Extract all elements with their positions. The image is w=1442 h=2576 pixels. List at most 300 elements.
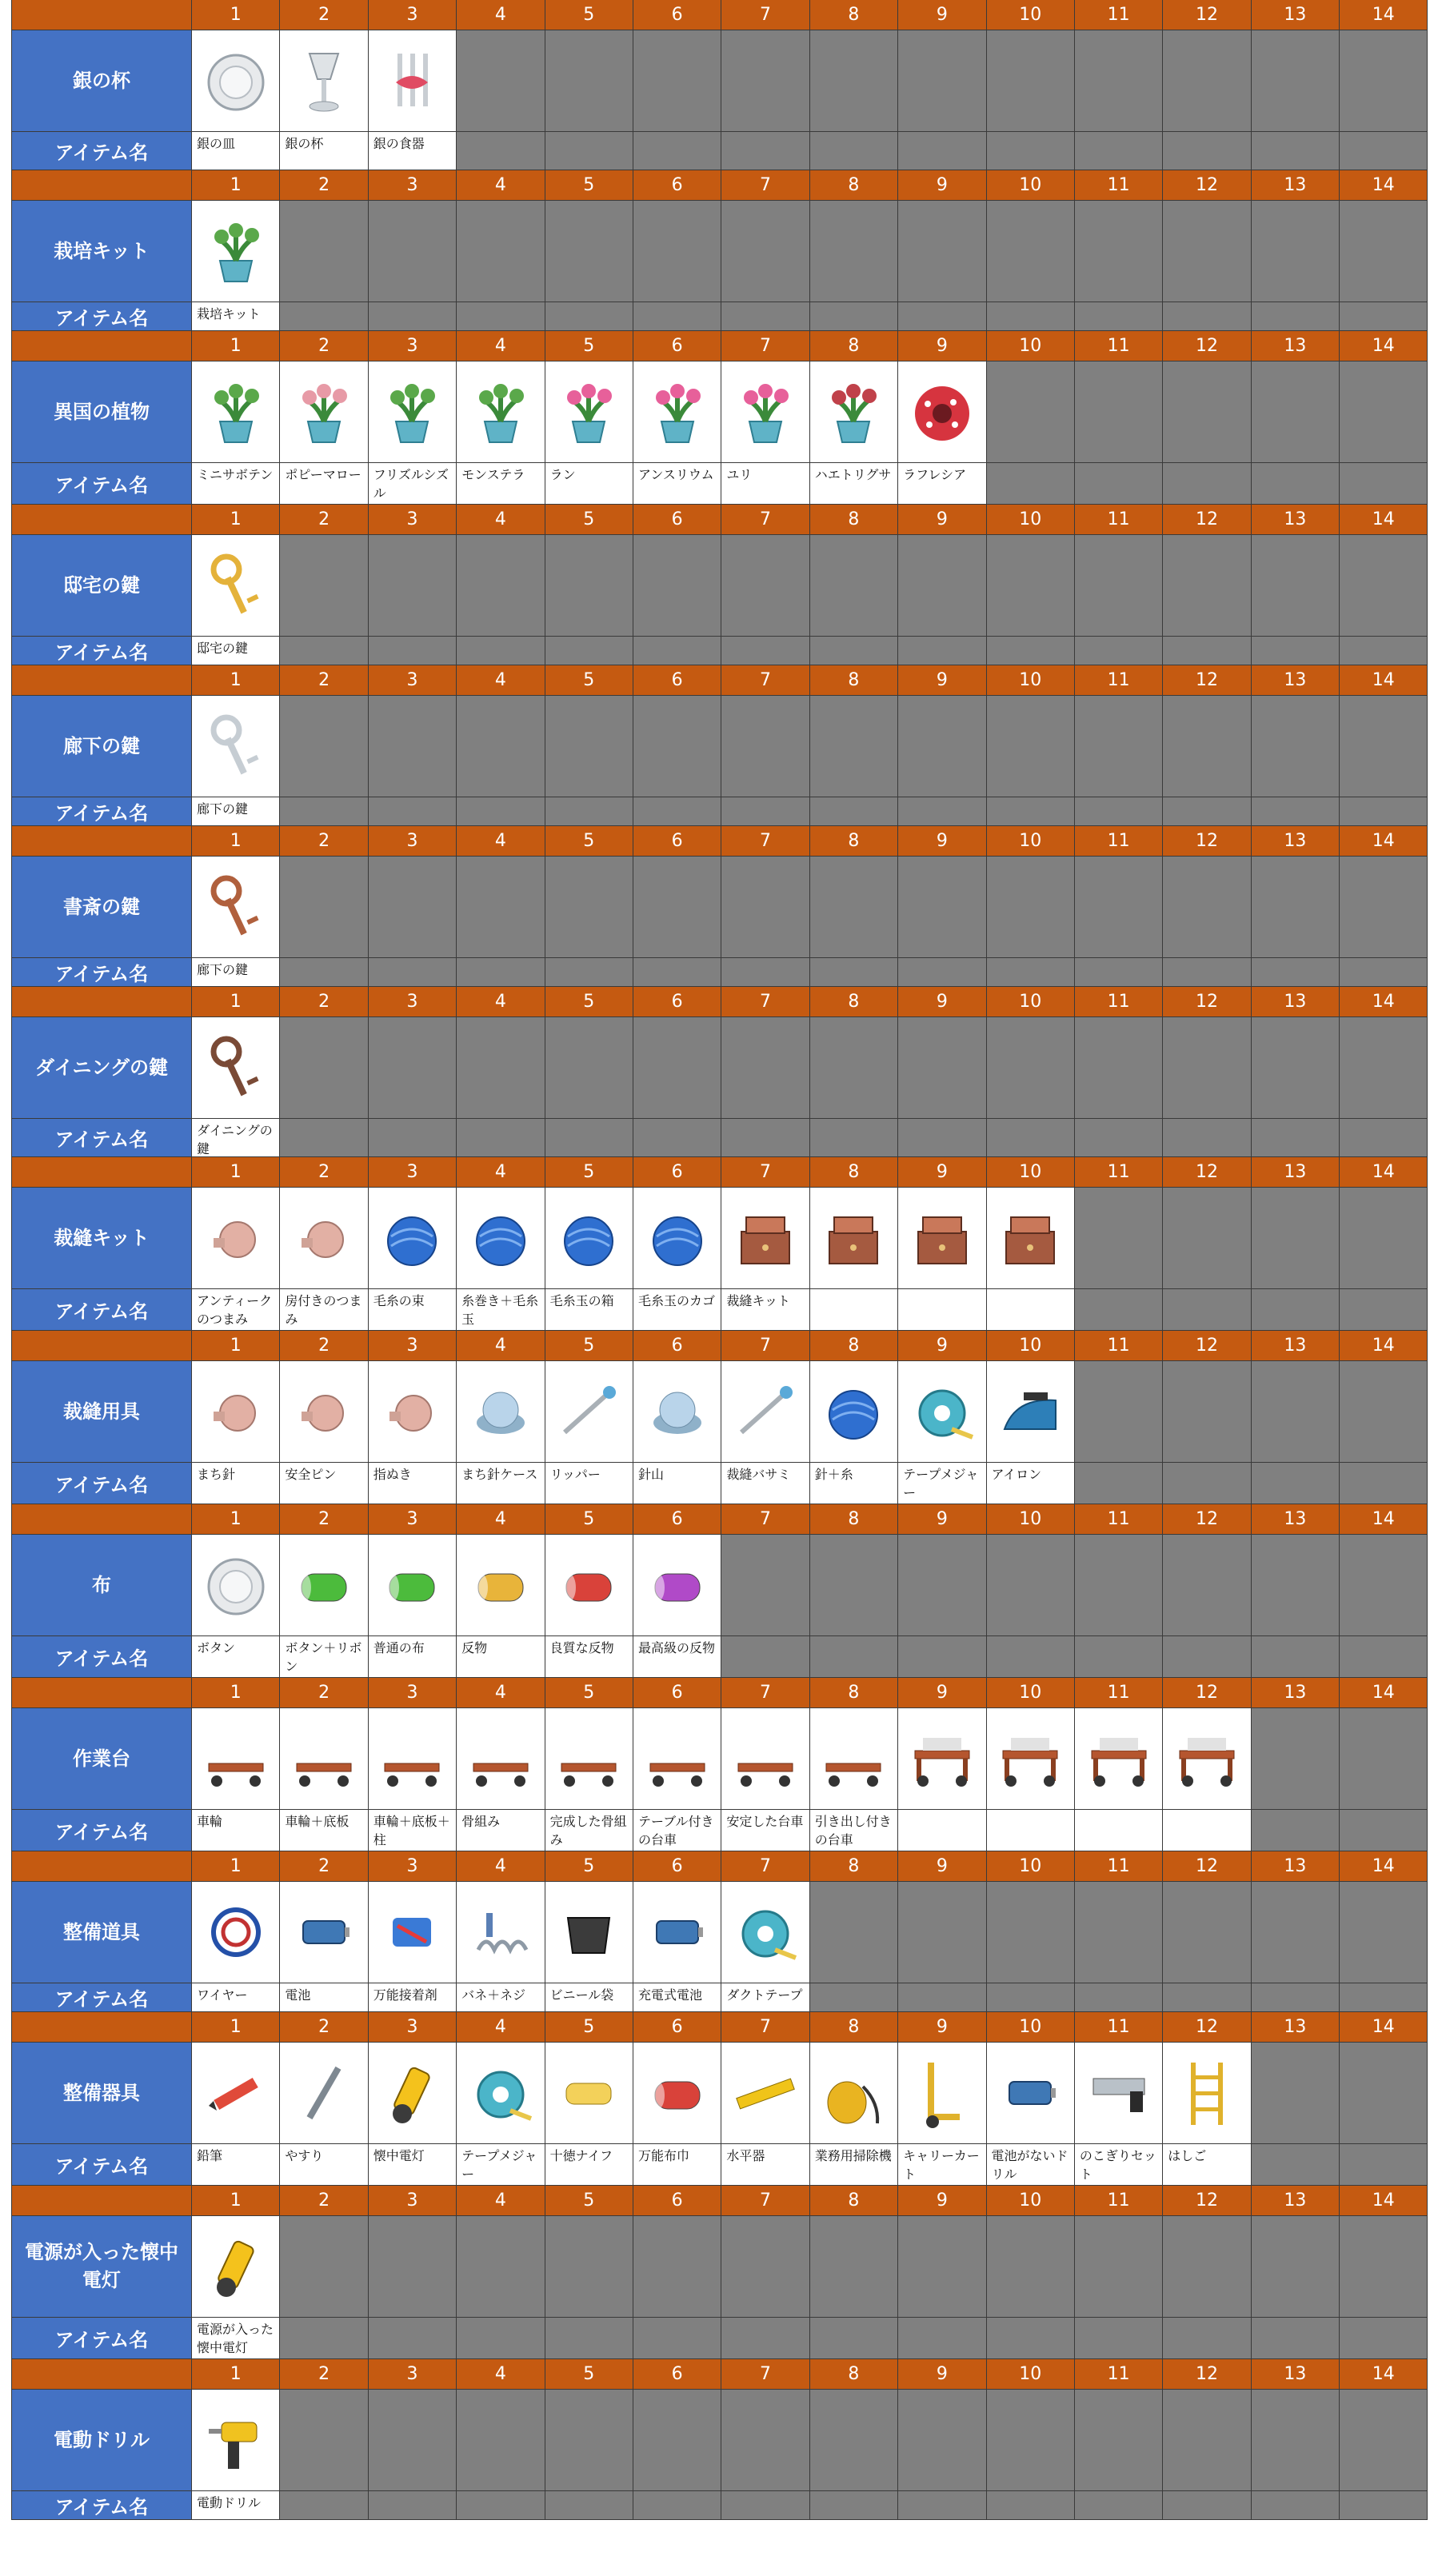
empty-cell [1163, 1882, 1251, 1983]
item-image-row [11, 30, 1428, 132]
item-name [810, 1289, 898, 1331]
item-name: 電池 [280, 1983, 368, 2012]
column-number: 6 [633, 1331, 721, 1361]
item-image-cell[interactable] [280, 30, 368, 132]
empty-cell [280, 302, 368, 331]
empty-cell [1075, 361, 1163, 463]
column-number-row [11, 170, 1428, 201]
yarn-basket-icon [639, 1200, 716, 1276]
spirit-level-icon [727, 2055, 804, 2131]
column-number: 5 [545, 1157, 633, 1188]
column-number: 11 [1075, 2012, 1163, 2043]
empty-cell [1340, 463, 1428, 505]
empty-cell [721, 637, 809, 665]
column-number: 9 [898, 665, 986, 696]
item-image-cell[interactable] [987, 1708, 1075, 1810]
empty-cell [1340, 1017, 1428, 1119]
item-name: テープメジャー [898, 1463, 986, 1504]
column-number: 11 [1075, 505, 1163, 535]
column-number: 4 [457, 331, 545, 361]
item-name: 毛糸の束 [369, 1289, 457, 1331]
chain-title: 廊下の鍵 [11, 696, 192, 797]
column-number: 12 [1163, 505, 1251, 535]
item-image-cell[interactable] [721, 2043, 809, 2144]
sewing-tray-icon [727, 1200, 804, 1276]
empty-cell [1340, 132, 1428, 170]
column-number: 10 [987, 987, 1075, 1017]
column-number: 9 [898, 1678, 986, 1708]
column-number: 5 [545, 0, 633, 30]
item-image-cell[interactable] [192, 1708, 280, 1810]
item-image-cell[interactable] [633, 2043, 721, 2144]
column-number: 3 [369, 505, 457, 535]
column-number: 9 [898, 2359, 986, 2390]
seedling-tray-icon [198, 213, 274, 290]
item-name: 裁縫キット [721, 1289, 809, 1331]
empty-cell [987, 857, 1075, 958]
column-number: 4 [457, 170, 545, 201]
item-image-cell[interactable] [1163, 2043, 1251, 2144]
item-name-label: アイテム名 [11, 1636, 192, 1678]
empty-cell [1163, 1983, 1251, 2012]
item-image-cell[interactable] [633, 1535, 721, 1636]
column-number: 11 [1075, 2186, 1163, 2216]
item-name: 毛糸玉の箱 [545, 1289, 633, 1331]
empty-cell [1075, 857, 1163, 958]
item-name: 銀の皿 [192, 132, 280, 170]
item-image-cell[interactable] [280, 1882, 368, 1983]
empty-cell [810, 2390, 898, 2491]
empty-cell [633, 201, 721, 302]
item-name: まち針ケース [457, 1463, 545, 1504]
column-number: 6 [633, 2012, 721, 2043]
item-image-cell[interactable] [810, 1188, 898, 1289]
empty-cell [898, 1983, 986, 2012]
column-number: 7 [721, 0, 809, 30]
empty-cell [898, 1119, 986, 1157]
item-image-cell[interactable] [192, 2043, 280, 2144]
empty-cell [280, 1119, 368, 1157]
empty-cell [457, 2491, 545, 2520]
column-number: 2 [280, 2186, 368, 2216]
item-image-cell[interactable] [369, 1188, 457, 1289]
column-number: 9 [898, 987, 986, 1017]
empty-cell [1340, 2043, 1428, 2144]
empty-cell [545, 201, 633, 302]
column-number: 4 [457, 1504, 545, 1535]
empty-cell [1075, 1636, 1163, 1678]
empty-cell [1252, 797, 1340, 826]
item-image-cell[interactable] [192, 1188, 280, 1289]
empty-cell [987, 1882, 1075, 1983]
item-image-cell[interactable] [280, 361, 368, 463]
column-number: 6 [633, 1851, 721, 1882]
item-name-row [11, 132, 1428, 170]
item-image-cell[interactable] [369, 361, 457, 463]
item-image-cell[interactable] [545, 2043, 633, 2144]
chain-title: 裁縫用具 [11, 1361, 192, 1463]
empty-cell [457, 797, 545, 826]
item-image-cell[interactable] [633, 361, 721, 463]
item-image-cell[interactable] [192, 696, 280, 797]
empty-cell [633, 2216, 721, 2318]
item-image-row [11, 535, 1428, 637]
column-number: 14 [1340, 665, 1428, 696]
column-number: 2 [280, 987, 368, 1017]
item-image-cell[interactable] [192, 857, 280, 958]
column-number: 7 [721, 987, 809, 1017]
empty-cell [369, 1119, 457, 1157]
column-number: 10 [987, 170, 1075, 201]
empty-cell [810, 637, 898, 665]
item-image-cell[interactable] [545, 1882, 633, 1983]
empty-cell [457, 201, 545, 302]
thimble-icon [373, 1373, 450, 1450]
item-image-cell[interactable] [192, 2216, 280, 2318]
empty-cell [1075, 2216, 1163, 2318]
header-corner-cell [11, 0, 192, 30]
column-number: 10 [987, 1678, 1075, 1708]
empty-cell [1163, 797, 1251, 826]
column-number: 10 [987, 0, 1075, 30]
empty-cell [633, 958, 721, 987]
column-number: 2 [280, 331, 368, 361]
item-name-row [11, 2491, 1428, 2520]
item-name: 車輪＋底板＋柱 [369, 1810, 457, 1851]
column-number: 1 [192, 2186, 280, 2216]
item-image-cell[interactable] [457, 2043, 545, 2144]
item-image-cell[interactable] [898, 1361, 986, 1463]
column-number: 11 [1075, 1504, 1163, 1535]
workbench-icon [904, 1720, 981, 1797]
column-number: 5 [545, 1678, 633, 1708]
empty-cell [280, 1017, 368, 1119]
empty-cell [545, 132, 633, 170]
empty-cell [721, 2491, 809, 2520]
item-image-cell[interactable] [721, 1188, 809, 1289]
item-image-cell[interactable] [192, 1017, 280, 1119]
empty-cell [1163, 463, 1251, 505]
empty-cell [1340, 1289, 1428, 1331]
column-number: 14 [1340, 1157, 1428, 1188]
item-image-cell[interactable] [457, 1535, 545, 1636]
item-image-cell[interactable] [1075, 2043, 1163, 2144]
item-name-label: アイテム名 [11, 797, 192, 826]
item-image-cell[interactable] [1075, 1708, 1163, 1810]
empty-cell [1163, 132, 1251, 170]
item-image-cell[interactable] [545, 1188, 633, 1289]
empty-cell [987, 2318, 1075, 2359]
item-name: 指ぬき [369, 1463, 457, 1504]
empty-cell [898, 30, 986, 132]
column-number: 10 [987, 665, 1075, 696]
stable-cart-icon [727, 1720, 804, 1797]
item-name: 電動ドリル [192, 2491, 280, 2520]
empty-cell [987, 30, 1075, 132]
empty-cell [1252, 1361, 1340, 1463]
item-image-cell[interactable] [810, 1708, 898, 1810]
item-image-cell[interactable] [457, 1361, 545, 1463]
column-number: 7 [721, 1504, 809, 1535]
drawer-cart-icon [815, 1720, 892, 1797]
item-name-label: アイテム名 [11, 1119, 192, 1157]
empty-cell [457, 302, 545, 331]
column-number: 4 [457, 1678, 545, 1708]
chain-title: 電源が入った懐中電灯 [11, 2216, 192, 2318]
item-image-cell[interactable] [457, 1882, 545, 1983]
item-image-cell[interactable] [810, 1361, 898, 1463]
column-number: 8 [810, 1678, 898, 1708]
item-name: 廊下の鍵 [192, 958, 280, 987]
item-name-row [11, 2318, 1428, 2359]
column-number: 2 [280, 1504, 368, 1535]
item-image-cell[interactable] [898, 2043, 986, 2144]
item-image-cell[interactable] [192, 535, 280, 637]
item-image-cell[interactable] [1163, 1708, 1251, 1810]
item-image-cell[interactable] [633, 1882, 721, 1983]
yarn-skein-icon [373, 1200, 450, 1276]
item-image-cell[interactable] [192, 361, 280, 463]
rechargeable-battery-icon [639, 1894, 716, 1971]
item-image-row [11, 857, 1428, 958]
column-number: 6 [633, 665, 721, 696]
item-image-cell[interactable] [369, 1535, 457, 1636]
item-name: 安全ピン [280, 1463, 368, 1504]
empty-cell [898, 958, 986, 987]
item-image-cell[interactable] [280, 1535, 368, 1636]
item-image-cell[interactable] [721, 361, 809, 463]
column-number-row [11, 1504, 1428, 1535]
item-image-row [11, 1017, 1428, 1119]
item-image-cell[interactable] [369, 1708, 457, 1810]
item-name: 万能接着剤 [369, 1983, 457, 2012]
column-number: 14 [1340, 987, 1428, 1017]
column-number: 3 [369, 1504, 457, 1535]
empty-cell [1340, 201, 1428, 302]
empty-cell [987, 696, 1075, 797]
item-image-cell[interactable] [633, 1361, 721, 1463]
item-name: ダクトテープ [721, 1983, 809, 2012]
empty-cell [1340, 535, 1428, 637]
empty-cell [1075, 797, 1163, 826]
item-image-cell[interactable] [192, 2390, 280, 2491]
item-name: アンティークのつまみ [192, 1289, 280, 1331]
empty-cell [1340, 696, 1428, 797]
empty-cell [810, 1017, 898, 1119]
empty-cell [1252, 1882, 1340, 1983]
empty-cell [280, 797, 368, 826]
empty-cell [1163, 1535, 1251, 1636]
item-image-cell[interactable] [545, 1535, 633, 1636]
frame-icon [462, 1720, 539, 1797]
empty-cell [1163, 1119, 1251, 1157]
column-number: 8 [810, 0, 898, 30]
item-image-cell[interactable] [810, 361, 898, 463]
item-image-cell[interactable] [280, 1188, 368, 1289]
item-image-cell[interactable] [898, 361, 986, 463]
empty-cell [1252, 2043, 1340, 2144]
item-image-cell[interactable] [987, 1361, 1075, 1463]
empty-cell [1340, 1535, 1428, 1636]
empty-cell [898, 1636, 986, 1678]
item-image-cell[interactable] [457, 361, 545, 463]
empty-cell [545, 30, 633, 132]
item-image-cell[interactable] [987, 2043, 1075, 2144]
item-image-cell[interactable] [721, 1361, 809, 1463]
silver-cutlery-icon [373, 42, 450, 119]
empty-cell [987, 2491, 1075, 2520]
empty-cell [987, 1535, 1075, 1636]
empty-cell [810, 857, 898, 958]
empty-cell [721, 797, 809, 826]
column-number: 7 [721, 505, 809, 535]
column-number: 13 [1252, 987, 1340, 1017]
empty-cell [810, 1636, 898, 1678]
empty-cell [545, 2318, 633, 2359]
item-name: ワイヤー [192, 1983, 280, 2012]
mini-cactus-icon [198, 373, 274, 450]
item-image-cell[interactable] [369, 2043, 457, 2144]
column-number: 6 [633, 1504, 721, 1535]
item-name-label: アイテム名 [11, 302, 192, 331]
empty-cell [898, 696, 986, 797]
item-image-cell[interactable] [898, 1708, 986, 1810]
item-image-cell[interactable] [192, 201, 280, 302]
column-number: 7 [721, 170, 809, 201]
item-name-label: アイテム名 [11, 1289, 192, 1331]
column-number: 13 [1252, 665, 1340, 696]
empty-cell [987, 1983, 1075, 2012]
empty-cell [987, 958, 1075, 987]
column-number: 6 [633, 826, 721, 857]
empty-cell [457, 958, 545, 987]
column-number: 12 [1163, 331, 1251, 361]
column-number: 1 [192, 170, 280, 201]
column-number: 12 [1163, 1678, 1251, 1708]
column-number: 6 [633, 2359, 721, 2390]
empty-cell [1252, 857, 1340, 958]
empty-cell [1340, 797, 1428, 826]
item-image-cell[interactable] [898, 1188, 986, 1289]
item-image-cell[interactable] [192, 1361, 280, 1463]
frizzle-sizzle-icon [373, 373, 450, 450]
empty-cell [987, 302, 1075, 331]
column-number: 4 [457, 2186, 545, 2216]
item-name: 万能布巾 [633, 2144, 721, 2186]
column-number: 11 [1075, 1851, 1163, 1882]
item-image-cell[interactable] [192, 30, 280, 132]
empty-cell [898, 132, 986, 170]
file-tool-icon [286, 2055, 362, 2131]
item-image-row [11, 1188, 1428, 1289]
item-image-cell[interactable] [633, 1188, 721, 1289]
empty-cell [1340, 637, 1428, 665]
column-number: 10 [987, 1851, 1075, 1882]
item-name: 完成した骨組み [545, 1810, 633, 1851]
column-number: 2 [280, 1678, 368, 1708]
column-number: 13 [1252, 1504, 1340, 1535]
pin-case-icon [462, 1373, 539, 1450]
column-number: 4 [457, 665, 545, 696]
item-image-cell[interactable] [457, 1708, 545, 1810]
item-image-cell[interactable] [810, 2043, 898, 2144]
item-image-cell[interactable] [545, 361, 633, 463]
column-number: 5 [545, 2359, 633, 2390]
spring-screw-icon [462, 1894, 539, 1971]
column-number: 12 [1163, 987, 1251, 1017]
empty-cell [280, 696, 368, 797]
column-number: 2 [280, 1157, 368, 1188]
item-image-cell[interactable] [192, 1535, 280, 1636]
item-image-cell[interactable] [369, 30, 457, 132]
column-number: 9 [898, 1504, 986, 1535]
item-image-cell[interactable] [721, 1708, 809, 1810]
empty-cell [1163, 30, 1251, 132]
item-image-cell[interactable] [280, 2043, 368, 2144]
empty-cell [1252, 1017, 1340, 1119]
item-image-cell[interactable] [280, 1361, 368, 1463]
empty-cell [1075, 1289, 1163, 1331]
column-number: 8 [810, 505, 898, 535]
item-image-cell[interactable] [369, 1882, 457, 1983]
hand-truck-icon [904, 2055, 981, 2131]
empty-cell [898, 1017, 986, 1119]
item-image-row [11, 696, 1428, 797]
empty-cell [545, 958, 633, 987]
empty-cell [1075, 463, 1163, 505]
column-number: 7 [721, 2359, 809, 2390]
empty-cell [545, 797, 633, 826]
empty-cell [1252, 958, 1340, 987]
item-image-cell[interactable] [457, 1188, 545, 1289]
header-corner-cell [11, 2012, 192, 2043]
chain-title: 電動ドリル [11, 2390, 192, 2491]
column-number: 1 [192, 1504, 280, 1535]
item-image-cell[interactable] [545, 1361, 633, 1463]
column-number-row [11, 2012, 1428, 2043]
item-image-cell[interactable] [987, 1188, 1075, 1289]
empty-cell [721, 302, 809, 331]
empty-cell [1075, 1119, 1163, 1157]
silver-goblet-icon [286, 42, 362, 119]
item-image-cell[interactable] [545, 1708, 633, 1810]
column-number: 4 [457, 2359, 545, 2390]
item-image-cell[interactable] [369, 1361, 457, 1463]
header-corner-cell [11, 826, 192, 857]
cleaning-cloth-icon [639, 2055, 716, 2131]
item-name: ラフレシア [898, 463, 986, 505]
item-image-cell[interactable] [633, 1708, 721, 1810]
column-number: 11 [1075, 665, 1163, 696]
empty-cell [280, 857, 368, 958]
empty-cell [369, 797, 457, 826]
column-number: 2 [280, 170, 368, 201]
column-number: 7 [721, 826, 809, 857]
empty-cell [810, 302, 898, 331]
column-number: 5 [545, 331, 633, 361]
column-number: 8 [810, 170, 898, 201]
column-number: 8 [810, 1157, 898, 1188]
item-image-row [11, 361, 1428, 463]
column-number: 7 [721, 2012, 809, 2043]
column-number: 12 [1163, 0, 1251, 30]
item-name: 反物 [457, 1636, 545, 1678]
column-number: 14 [1340, 170, 1428, 201]
item-image-cell[interactable] [280, 1708, 368, 1810]
item-image-cell[interactable] [721, 1882, 809, 1983]
column-number: 5 [545, 987, 633, 1017]
item-image-cell[interactable] [192, 1882, 280, 1983]
